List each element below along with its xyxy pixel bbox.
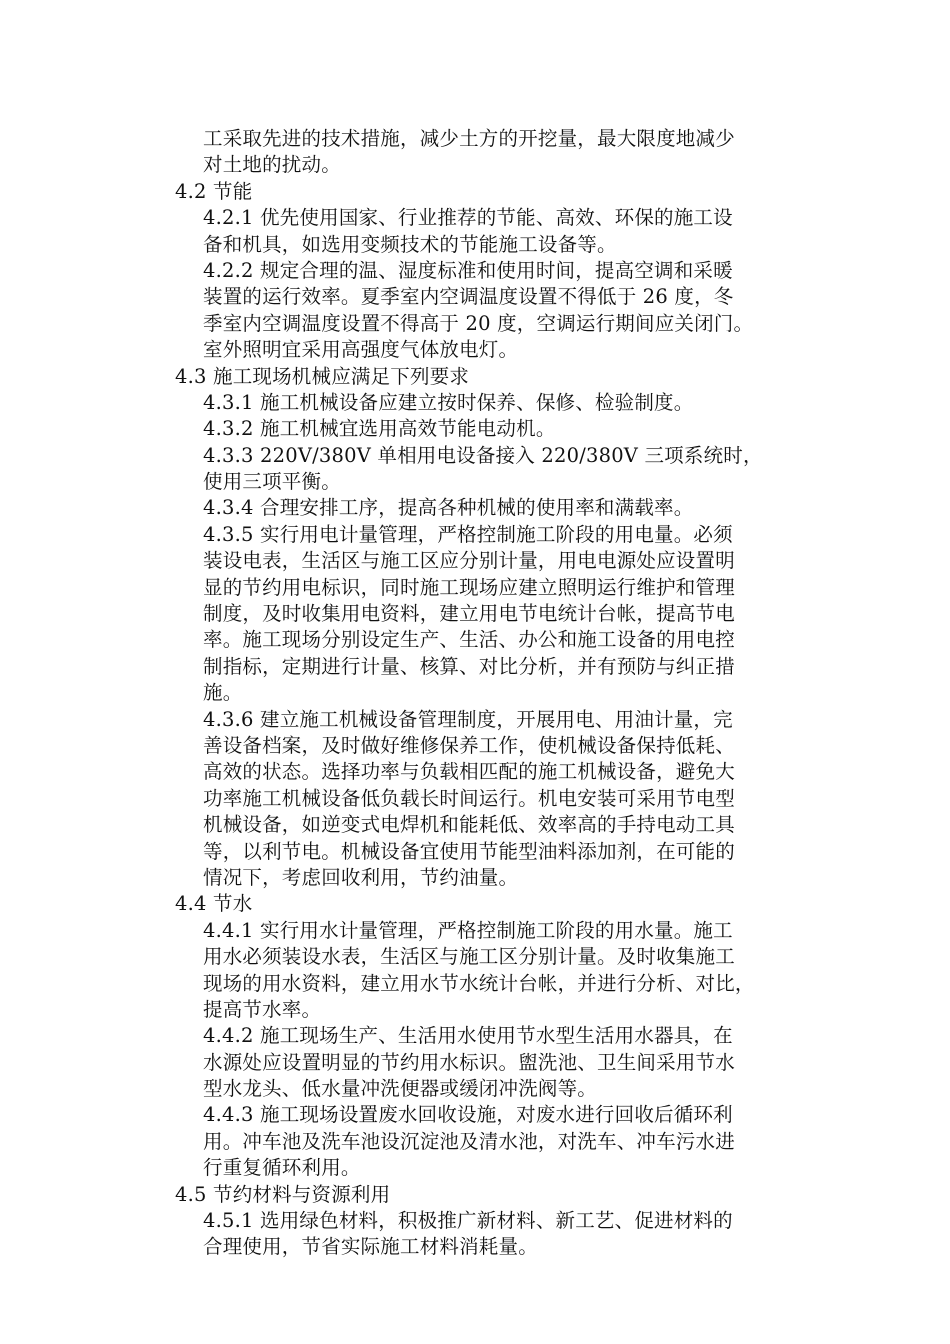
text-line: 水源处应设置明显的节约用水标识。盥洗池、卫生间采用节水 — [203, 1050, 735, 1074]
text-line: 4.2.1 优先使用国家、行业推荐的节能、高效、环保的施工设 — [203, 206, 733, 230]
text-line: 4.5.1 选用绿色材料，积极推广新材料、新工艺、促进材料的 — [203, 1209, 733, 1233]
text-line: 4.3.3 220V/380V 单相用电设备接入 220/380V 三项系统时， — [203, 443, 763, 467]
text-line: 4.4.2 施工现场生产、生活用水使用节水型生活用水器具，在 — [203, 1024, 733, 1048]
text-line: 情况下，考虑回收利用，节约油量。 — [203, 865, 519, 889]
text-line: 机械设备，如逆变式电焊机和能耗低、效率高的手持电动工具 — [203, 813, 735, 837]
text-line: 合理使用，节省实际施工材料消耗量。 — [203, 1235, 538, 1259]
text-line: 室外照明宜采用高强度气体放电灯。 — [203, 338, 519, 362]
text-line: 提高节水率。 — [203, 997, 322, 1021]
text-line: 装设电表，生活区与施工区应分别计量，用电电源处应设置明 — [203, 549, 735, 573]
text-line: 4.2.2 规定合理的温、湿度标准和使用时间，提高空调和采暖 — [203, 258, 733, 282]
text-line: 4.4.1 实行用水计量管理，严格控制施工阶段的用水量。施工 — [203, 918, 733, 942]
section-heading: 4.2 节能 — [175, 179, 253, 203]
text-line: 用水必须装设水表，生活区与施工区分别计量。及时收集施工 — [203, 945, 735, 969]
section-heading: 4.5 节约材料与资源利用 — [175, 1182, 391, 1206]
text-line: 4.3.2 施工机械宜选用高效节能电动机。 — [203, 417, 556, 441]
text-line: 行重复循环利用。 — [203, 1156, 361, 1180]
text-line: 高效的状态。选择功率与负载相匹配的施工机械设备，避免大 — [203, 760, 735, 784]
text-line: 装置的运行效率。夏季室内空调温度设置不得低于 26 度，冬 — [203, 285, 734, 309]
text-line: 用。冲车池及洗车池设沉淀池及清水池，对洗车、冲车污水进 — [203, 1129, 735, 1153]
text-line: 备和机具，如选用变频技术的节能施工设备等。 — [203, 232, 617, 256]
text-line: 型水龙头、低水量冲洗便器或缓闭冲洗阀等。 — [203, 1077, 598, 1101]
text-line: 制度，及时收集用电资料，建立用电节电统计台帐，提高节电 — [203, 602, 735, 626]
text-line: 4.3.5 实行用电计量管理，严格控制施工阶段的用电量。必须 — [203, 522, 733, 546]
text-line: 功率施工机械设备低负载长时间运行。机电安装可采用节电型 — [203, 786, 735, 810]
text-line: 率。施工现场分别设定生产、生活、办公和施工设备的用电控 — [203, 628, 735, 652]
section-heading: 4.4 节水 — [175, 892, 253, 916]
text-line: 季室内空调温度设置不得高于 20 度，空调运行期间应关闭门。 — [203, 311, 754, 335]
text-line: 善设备档案，及时做好维修保养工作，使机械设备保持低耗、 — [203, 733, 735, 757]
text-line: 现场的用水资料，建立用水节水统计台帐，并进行分析、对比， — [203, 971, 755, 995]
text-line: 使用三项平衡。 — [203, 470, 341, 494]
text-line: 施。 — [203, 681, 243, 705]
text-line: 等，以利节电。机械设备宜使用节能型油料添加剂，在可能的 — [203, 839, 735, 863]
document-body — [0, 126, 950, 1261]
text-line: 4.3.1 施工机械设备应建立按时保养、保修、检验制度。 — [203, 390, 694, 414]
text-line: 4.3.4 合理安排工序，提高各种机械的使用率和满载率。 — [203, 496, 694, 520]
text-line: 显的节约用电标识，同时施工现场应建立照明运行维护和管理 — [203, 575, 735, 599]
section-heading: 4.3 施工现场机械应满足下列要求 — [175, 364, 470, 388]
text-line: 制指标，定期进行计量、核算、对比分析，并有预防与纠正措 — [203, 654, 735, 678]
text-line: 对土地的扰动。 — [203, 153, 341, 177]
text-line: 4.4.3 施工现场设置废水回收设施，对废水进行回收后循环利 — [203, 1103, 733, 1127]
text-line: 工采取先进的技术措施，减少土方的开挖量，最大限度地减少 — [203, 127, 735, 150]
text-line: 4.3.6 建立施工机械设备管理制度，开展用电、用油计量，完 — [203, 707, 733, 731]
